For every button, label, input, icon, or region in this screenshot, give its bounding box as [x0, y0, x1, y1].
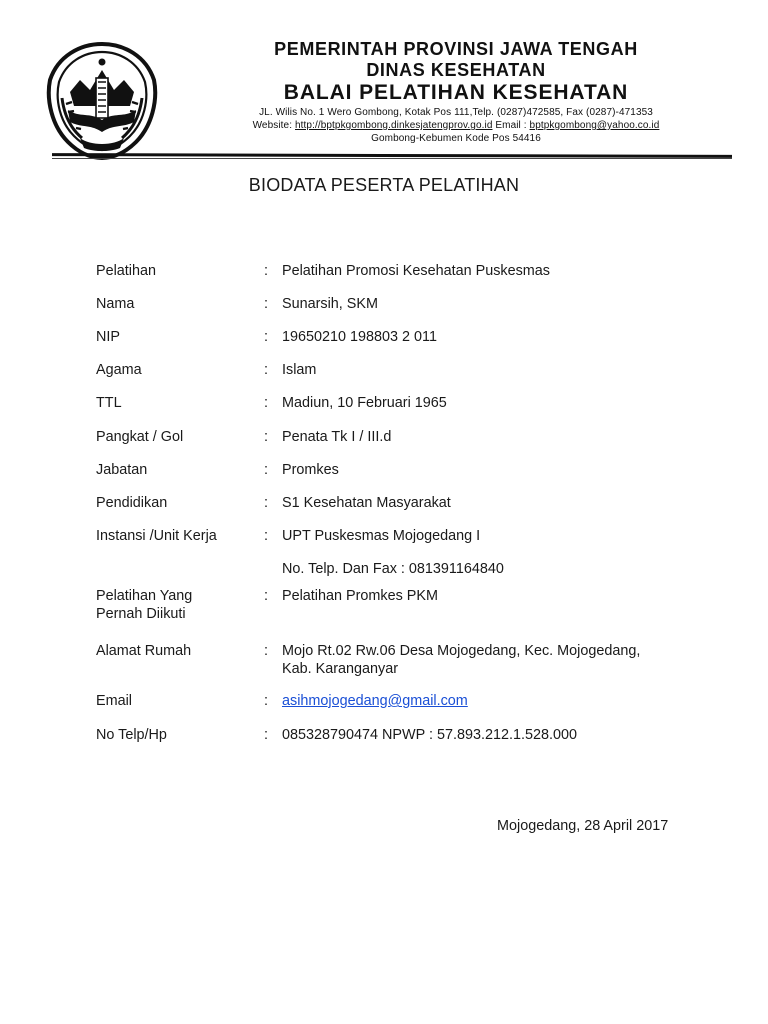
field-label — [96, 587, 256, 623]
website-link[interactable]: http://bptpkgombong.dinkesjatengprov.go.id — [295, 120, 493, 131]
colon: : — [264, 495, 268, 511]
field-value: Penata Tk I / III.d — [282, 429, 392, 445]
institution-email-link[interactable]: bptpkgombong@yahoo.co.id — [529, 120, 660, 131]
address-line: JL. Wilis No. 1 Wero Gombong, Kotak Pos 111,Telp. (0287)472585, Fax (0287)-471353 — [259, 107, 653, 118]
email-label: Email : — [495, 120, 527, 131]
colon: : — [264, 643, 268, 659]
letterhead — [0, 0, 768, 170]
colon: : — [264, 528, 268, 544]
field-label: Jabatan — [96, 462, 148, 478]
colon: : — [264, 588, 268, 604]
field-label-line: Pernah Diikuti — [96, 606, 186, 622]
field-value: Pelatihan Promkes PKM — [282, 588, 438, 604]
field-value: 085328790474 NPWP : 57.893.212.1.528.000 — [282, 727, 577, 743]
email-link[interactable]: asihmojogedang@gmail.com — [282, 693, 468, 709]
field-value: UPT Puskesmas Mojogedang I — [282, 528, 481, 544]
field-label: NIP — [96, 329, 120, 345]
letterhead-text — [206, 38, 706, 145]
field-label: Nama — [96, 296, 135, 312]
government-name: PEMERINTAH PROVINSI JAWA TENGAH — [274, 39, 638, 59]
field-label: TTL — [96, 395, 122, 411]
field-value: Islam — [282, 362, 317, 378]
colon: : — [264, 329, 268, 345]
phone-fax-value: No. Telp. Dan Fax : 081391164840 — [282, 561, 504, 577]
field-value: Sunarsih, SKM — [282, 296, 378, 312]
address-value-line: Mojo Rt.02 Rw.06 Desa Mojogedang, Kec. Mojogedang, — [282, 643, 641, 659]
field-value: Madiun, 10 Februari 1965 — [282, 395, 447, 411]
field-label: Instansi /Unit Kerja — [96, 528, 217, 544]
field-value: S1 Kesehatan Masyarakat — [282, 495, 451, 511]
colon: : — [264, 727, 268, 743]
field-label: Pendidikan — [96, 495, 168, 511]
colon: : — [264, 462, 268, 478]
contact-line — [206, 120, 706, 132]
field-value: 19650210 198803 2 011 — [282, 329, 437, 345]
colon: : — [264, 429, 268, 445]
field-label: Agama — [96, 362, 142, 378]
field-label: Email — [96, 693, 132, 709]
field-value: Promkes — [282, 462, 339, 478]
colon: : — [264, 296, 268, 312]
website-label: Website: — [252, 120, 293, 131]
colon: : — [264, 263, 268, 279]
address-value-line: Kab. Karanganyar — [282, 661, 399, 677]
field-label-line: Pelatihan Yang — [96, 588, 193, 604]
field-label: Alamat Rumah — [96, 643, 192, 659]
department-name: DINAS KESEHATAN — [366, 60, 546, 80]
field-value: Pelatihan Promosi Kesehatan Puskesmas — [282, 263, 550, 279]
institution-name: BALAI PELATIHAN KESEHATAN — [283, 81, 629, 104]
field-label: Pangkat / Gol — [96, 429, 184, 445]
crest-logo — [46, 40, 158, 160]
postal-line: Gombong-Kebumen Kode Pos 54416 — [371, 133, 541, 144]
colon: : — [264, 693, 268, 709]
field-label: No Telp/Hp — [96, 727, 167, 743]
field-label: Pelatihan — [96, 263, 157, 279]
header-rule-thin — [52, 158, 732, 159]
document-title: BIODATA PESERTA PELATIHAN — [248, 175, 520, 195]
colon: : — [264, 395, 268, 411]
field-value — [282, 642, 682, 678]
colon: : — [264, 362, 268, 378]
place-date: Mojogedang, 28 April 2017 — [497, 818, 669, 834]
